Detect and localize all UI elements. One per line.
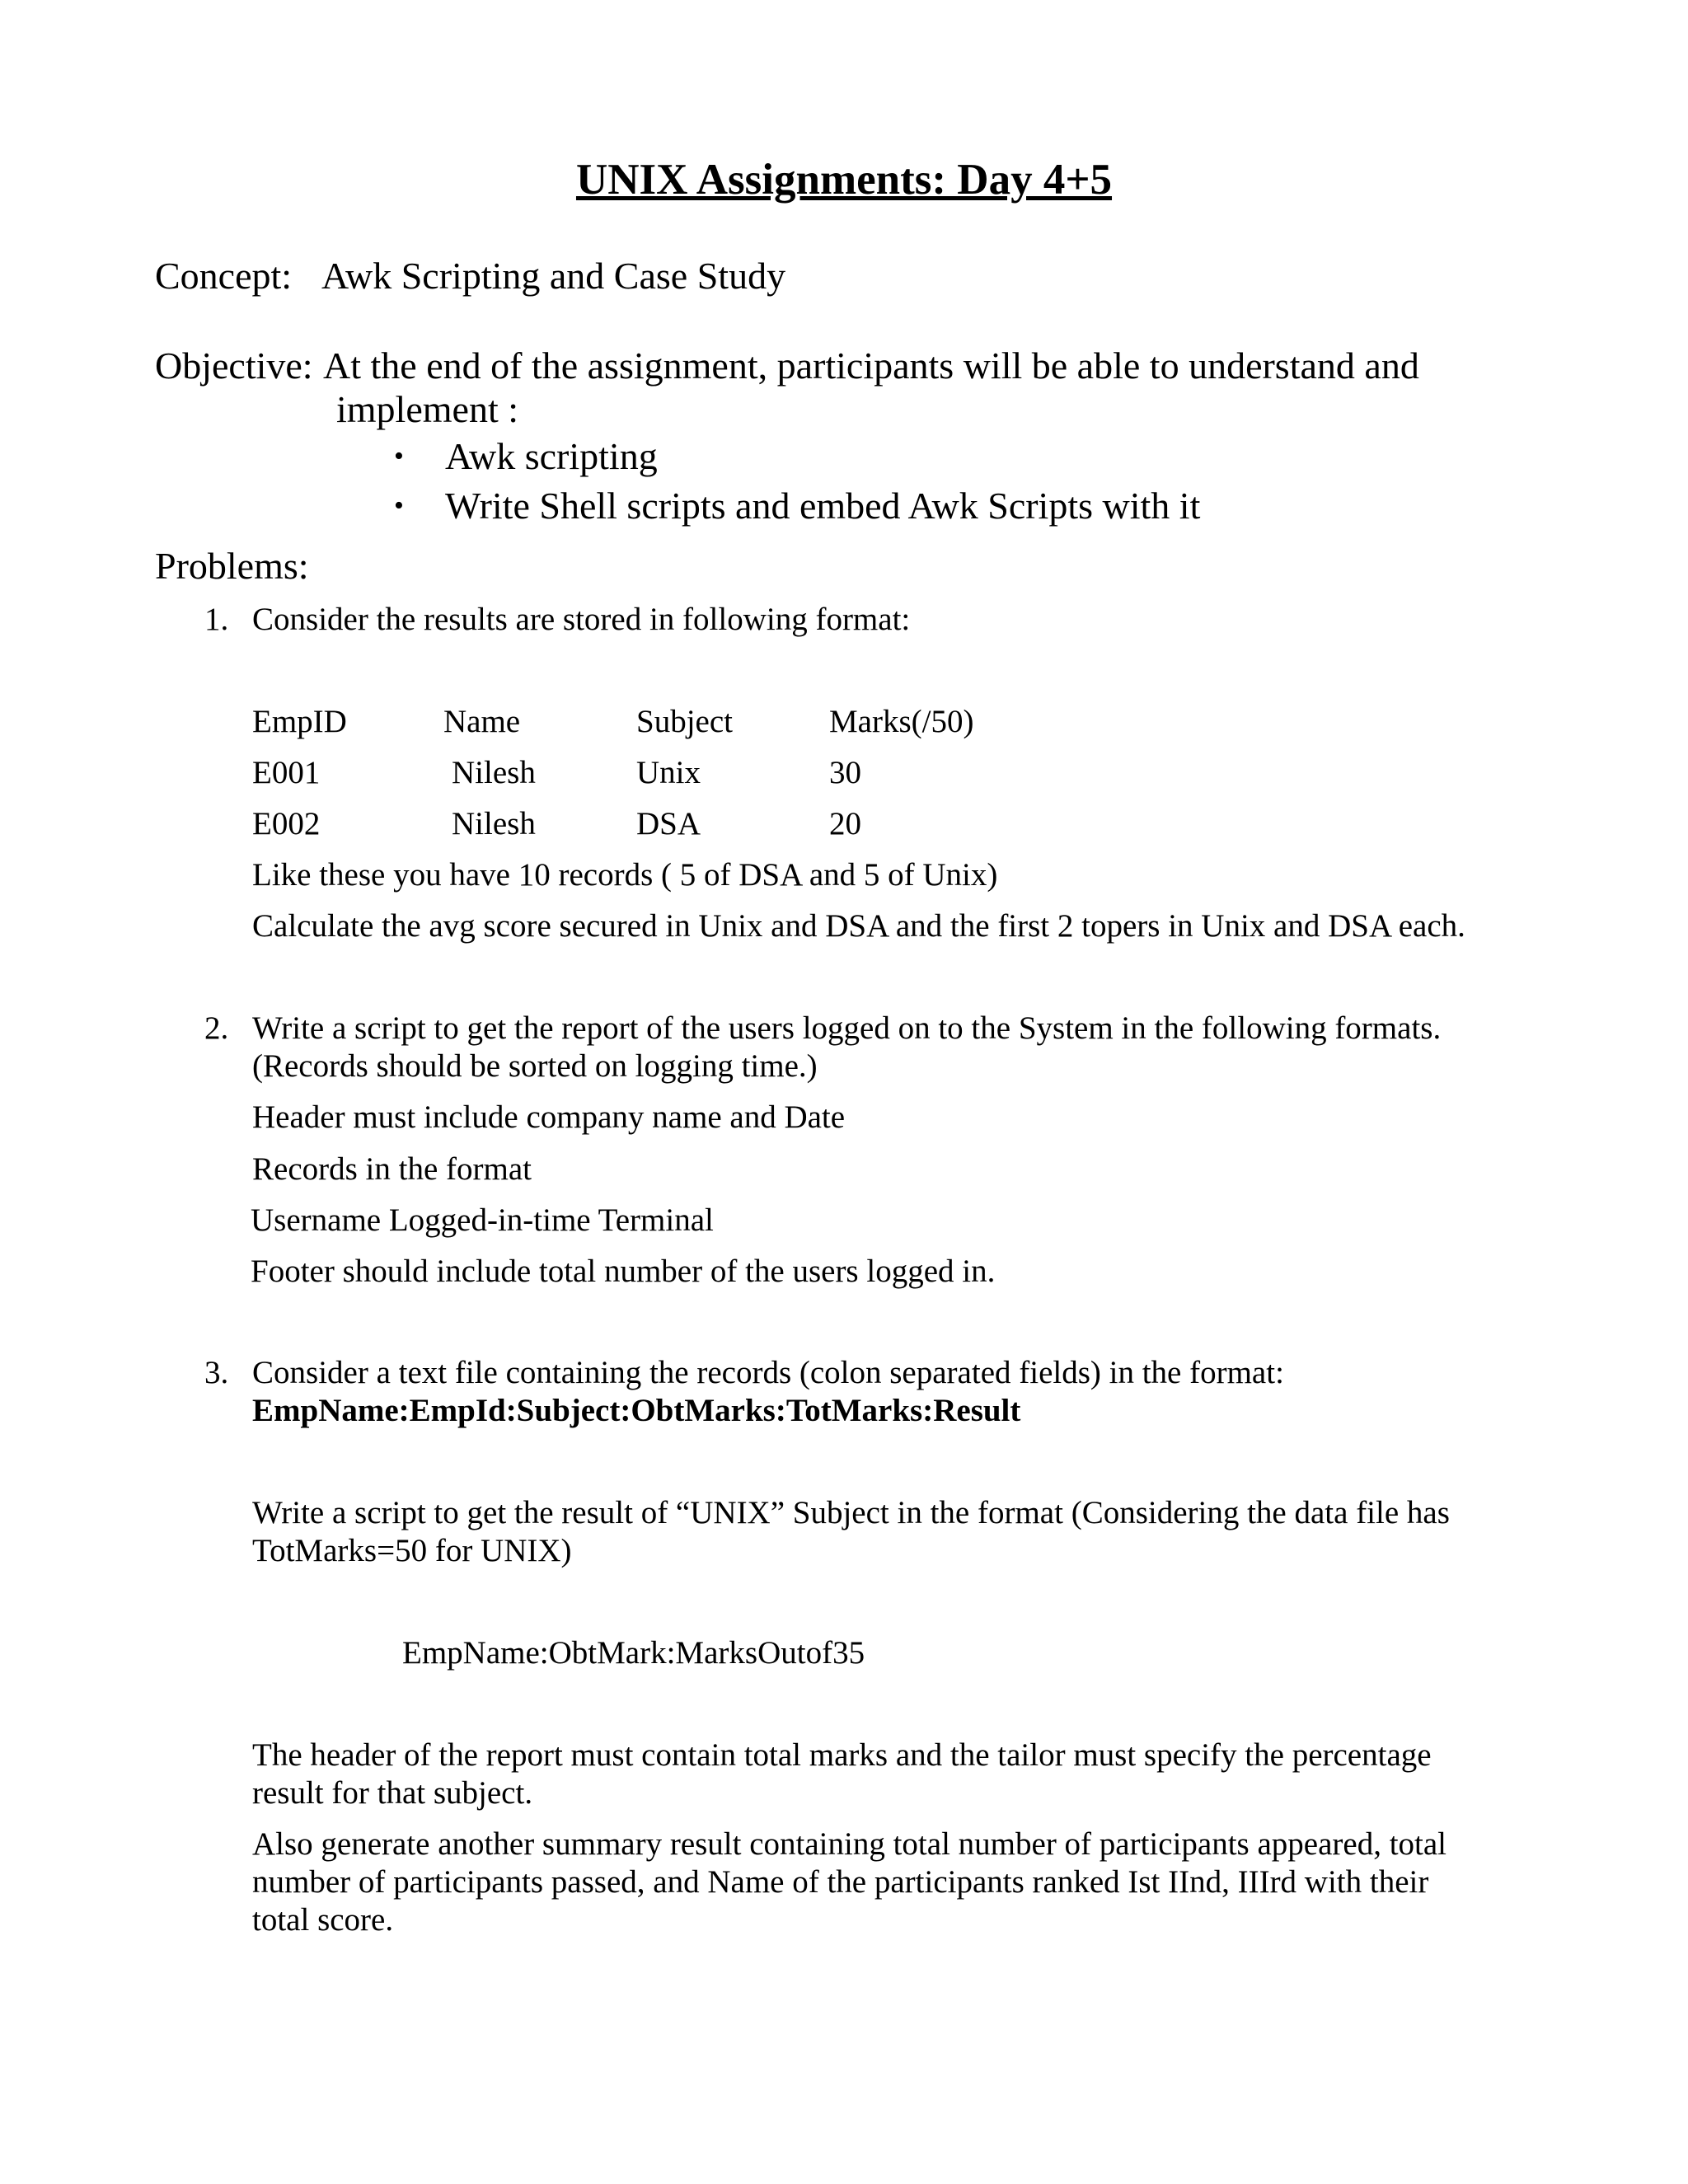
table-header-marks: Marks(/50) bbox=[829, 704, 974, 739]
problem3-line5: result for that subject. bbox=[252, 1775, 533, 1811]
objective-bullet-1: Awk scripting bbox=[445, 435, 658, 477]
table-header-subject: Subject bbox=[636, 704, 733, 739]
table-cell: 20 bbox=[829, 806, 861, 841]
problem1-line2: Calculate the avg score secured in Unix and DSA and the first 2 topers in Unix and DSA each. bbox=[252, 908, 1465, 944]
document-title: UNIX Assignments: Day 4+5 bbox=[575, 156, 1113, 204]
table-header-name: Name bbox=[443, 704, 521, 739]
objective-line2: implement : bbox=[336, 388, 519, 430]
concept-value: Awk Scripting and Case Study bbox=[321, 255, 786, 297]
problem3-record-format: EmpName:EmpId:Subject:ObtMarks:TotMarks:Result bbox=[252, 1393, 1021, 1428]
problem3-line4: The header of the report must contain total marks and the tailor must specify the percentage bbox=[252, 1737, 1432, 1773]
problem3-line3: TotMarks=50 for UNIX) bbox=[252, 1533, 572, 1568]
problem2-line1: Write a script to get the report of the users logged on to the System in the following formats. bbox=[252, 1010, 1442, 1046]
problem2-number: 2. bbox=[204, 1010, 229, 1046]
objective-label: Objective: bbox=[155, 344, 313, 387]
objective-line1: At the end of the assignment, participants will be able to understand and bbox=[323, 344, 1419, 387]
problem2-line6: Footer should include total number of the users logged in. bbox=[251, 1254, 996, 1289]
table-header-empid: EmpID bbox=[252, 704, 347, 739]
objective-bullet-2: Write Shell scripts and embed Awk Scripts with it bbox=[445, 485, 1201, 527]
table-cell: E001 bbox=[252, 755, 321, 790]
table-cell: 30 bbox=[829, 755, 861, 790]
problem2-line3: Header must include company name and Date bbox=[252, 1099, 846, 1135]
problem3-line8: total score. bbox=[252, 1902, 394, 1938]
problem3-line2: Write a script to get the result of “UNIX” Subject in the format (Considering the data file has bbox=[252, 1495, 1450, 1530]
table-cell: Nilesh bbox=[452, 755, 536, 790]
bullet-icon: • bbox=[394, 441, 404, 471]
problem1-line1: Like these you have 10 records ( 5 of DSA and 5 of Unix) bbox=[252, 857, 998, 893]
table-cell: Unix bbox=[636, 755, 701, 790]
problem1-intro: Consider the results are stored in following format: bbox=[252, 602, 911, 637]
bullet-icon: • bbox=[394, 490, 404, 521]
problem3-output-format: EmpName:ObtMark:MarksOutof35 bbox=[402, 1635, 865, 1671]
concept-label: Concept: bbox=[155, 255, 293, 297]
problem2-line5: Username Logged-in-time Terminal bbox=[251, 1202, 714, 1238]
problem3-line6: Also generate another summary result containing total number of participants appeared, total bbox=[252, 1826, 1447, 1862]
problem2-line2: (Records should be sorted on logging time.) bbox=[252, 1048, 818, 1084]
problem2-line4: Records in the format bbox=[252, 1151, 532, 1187]
table-cell: Nilesh bbox=[452, 806, 536, 841]
problem3-line7: number of participants passed, and Name of the participants ranked Ist IInd, IIIrd with their bbox=[252, 1864, 1429, 1900]
problem3-line1: Consider a text file containing the records (colon separated fields) in the format: bbox=[252, 1355, 1284, 1390]
problem1-number: 1. bbox=[204, 602, 229, 637]
table-cell: E002 bbox=[252, 806, 321, 841]
table-cell: DSA bbox=[636, 806, 701, 841]
problems-heading: Problems: bbox=[155, 545, 309, 587]
problem3-number: 3. bbox=[204, 1355, 229, 1390]
